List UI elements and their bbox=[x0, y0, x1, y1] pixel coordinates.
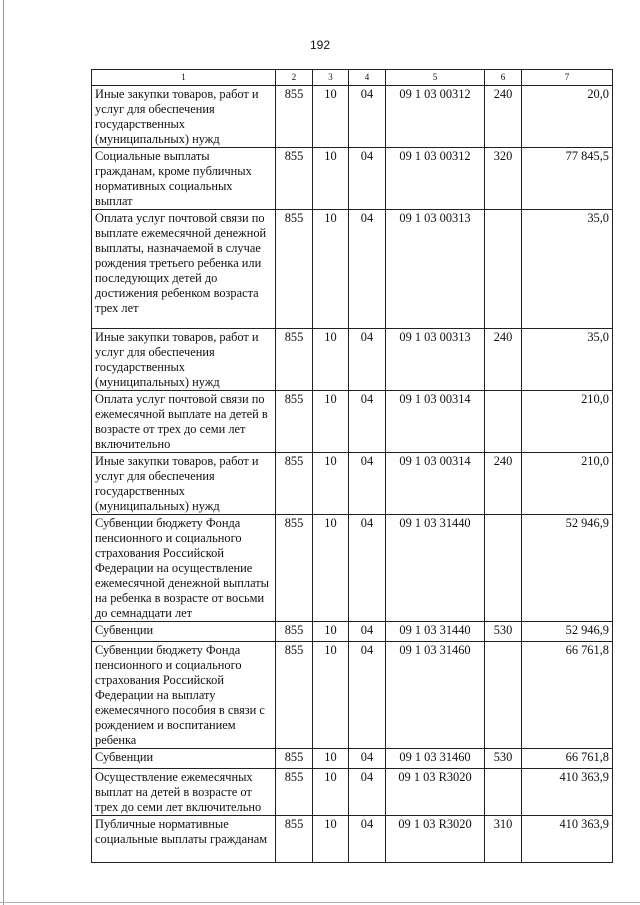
row-code-cell: 855 bbox=[276, 210, 313, 329]
row-type-cell: 310 bbox=[485, 816, 522, 863]
scan-edge-left bbox=[3, 0, 4, 905]
row-code-cell: 855 bbox=[276, 642, 313, 749]
row-name-cell: Субвенции бюджету Фонда пенсионного и социального страхования Российской Федерации на осуществление ежемесячной денежной выплаты на ребенка в возрасте от восьми до семнадцати лет bbox=[92, 515, 276, 622]
row-amount-cell: 410 363,9 bbox=[522, 816, 613, 863]
row-type-cell: 240 bbox=[485, 453, 522, 515]
column-header: 5 bbox=[386, 70, 485, 86]
row-subsection-cell: 04 bbox=[349, 329, 386, 391]
row-type-cell: 530 bbox=[485, 749, 522, 769]
row-type-cell: 530 bbox=[485, 622, 522, 642]
row-name-cell: Субвенции bbox=[92, 622, 276, 642]
table-row bbox=[92, 622, 613, 642]
row-subsection-cell: 04 bbox=[349, 210, 386, 329]
row-amount-cell: 20,0 bbox=[522, 86, 613, 148]
column-header: 2 bbox=[276, 70, 313, 86]
row-amount-cell: 66 761,8 bbox=[522, 642, 613, 749]
table-row bbox=[92, 329, 613, 391]
row-section-cell: 10 bbox=[313, 622, 349, 642]
column-header: 4 bbox=[349, 70, 386, 86]
row-subsection-cell: 04 bbox=[349, 622, 386, 642]
row-type-cell bbox=[485, 769, 522, 816]
table-row bbox=[92, 816, 613, 863]
row-subsection-cell: 04 bbox=[349, 453, 386, 515]
row-code-cell: 855 bbox=[276, 453, 313, 515]
row-name-cell: Публичные нормативные социальные выплаты гражданам bbox=[92, 816, 276, 863]
row-code-cell: 855 bbox=[276, 515, 313, 622]
row-amount-cell: 210,0 bbox=[522, 453, 613, 515]
row-section-cell: 10 bbox=[313, 453, 349, 515]
row-target-cell: 09 1 03 31460 bbox=[386, 642, 485, 749]
row-type-cell bbox=[485, 210, 522, 329]
row-target-cell: 09 1 03 R3020 bbox=[386, 816, 485, 863]
row-section-cell: 10 bbox=[313, 816, 349, 863]
row-subsection-cell: 04 bbox=[349, 769, 386, 816]
row-type-cell: 320 bbox=[485, 148, 522, 210]
row-section-cell: 10 bbox=[313, 210, 349, 329]
row-name-cell: Иные закупки товаров, работ и услуг для обеспечения государственных (муниципальных) нужд bbox=[92, 453, 276, 515]
column-header: 6 bbox=[485, 70, 522, 86]
row-target-cell: 09 1 03 00314 bbox=[386, 391, 485, 453]
row-subsection-cell: 04 bbox=[349, 816, 386, 863]
row-code-cell: 855 bbox=[276, 86, 313, 148]
row-target-cell: 09 1 03 00314 bbox=[386, 453, 485, 515]
row-subsection-cell: 04 bbox=[349, 642, 386, 749]
column-header: 3 bbox=[313, 70, 349, 86]
table-row bbox=[92, 749, 613, 769]
row-target-cell: 09 1 03 00313 bbox=[386, 210, 485, 329]
row-amount-cell: 52 946,9 bbox=[522, 515, 613, 622]
row-section-cell: 10 bbox=[313, 148, 349, 210]
row-subsection-cell: 04 bbox=[349, 391, 386, 453]
table-row bbox=[92, 515, 613, 622]
row-name-cell: Оплата услуг почтовой связи по ежемесячной выплате на детей в возрасте от трех до семи лет включительно bbox=[92, 391, 276, 453]
table-row bbox=[92, 769, 613, 816]
row-section-cell: 10 bbox=[313, 769, 349, 816]
table-row bbox=[92, 642, 613, 749]
row-target-cell: 09 1 03 31440 bbox=[386, 622, 485, 642]
row-amount-cell: 210,0 bbox=[522, 391, 613, 453]
table-row bbox=[92, 86, 613, 148]
row-target-cell: 09 1 03 00312 bbox=[386, 86, 485, 148]
row-name-cell: Субвенции бюджету Фонда пенсионного и социального страхования Российской Федерации на выплату ежемесячного пособия в связи с рождением и воспитанием ребенка bbox=[92, 642, 276, 749]
table-row bbox=[92, 148, 613, 210]
row-target-cell: 09 1 03 31440 bbox=[386, 515, 485, 622]
column-header: 7 bbox=[522, 70, 613, 86]
row-code-cell: 855 bbox=[276, 622, 313, 642]
row-name-cell: Субвенции bbox=[92, 749, 276, 769]
row-section-cell: 10 bbox=[313, 391, 349, 453]
row-subsection-cell: 04 bbox=[349, 148, 386, 210]
row-amount-cell: 35,0 bbox=[522, 329, 613, 391]
page-number: 192 bbox=[309, 38, 331, 52]
row-type-cell: 240 bbox=[485, 86, 522, 148]
row-name-cell: Оплата услуг почтовой связи по выплате ежемесячной денежной выплаты, назначаемой в случае рождения третьего ребенка или последующих детей до достижения ребенком возраста трех лет bbox=[92, 210, 276, 329]
row-amount-cell: 66 761,8 bbox=[522, 749, 613, 769]
row-code-cell: 855 bbox=[276, 391, 313, 453]
row-name-cell: Иные закупки товаров, работ и услуг для обеспечения государственных (муниципальных) нужд bbox=[92, 86, 276, 148]
scan-edge-bottom bbox=[0, 902, 640, 903]
table-body bbox=[92, 86, 613, 863]
table-row bbox=[92, 391, 613, 453]
row-amount-cell: 77 845,5 bbox=[522, 148, 613, 210]
row-type-cell bbox=[485, 515, 522, 622]
row-subsection-cell: 04 bbox=[349, 515, 386, 622]
row-code-cell: 855 bbox=[276, 749, 313, 769]
row-amount-cell: 35,0 bbox=[522, 210, 613, 329]
row-target-cell: 09 1 03 00313 bbox=[386, 329, 485, 391]
budget-table bbox=[91, 69, 613, 863]
row-type-cell bbox=[485, 642, 522, 749]
row-subsection-cell: 04 bbox=[349, 749, 386, 769]
row-amount-cell: 410 363,9 bbox=[522, 769, 613, 816]
row-target-cell: 09 1 03 31460 bbox=[386, 749, 485, 769]
row-amount-cell: 52 946,9 bbox=[522, 622, 613, 642]
row-section-cell: 10 bbox=[313, 86, 349, 148]
row-code-cell: 855 bbox=[276, 816, 313, 863]
row-section-cell: 10 bbox=[313, 329, 349, 391]
row-name-cell: Иные закупки товаров, работ и услуг для обеспечения государственных (муниципальных) нужд bbox=[92, 329, 276, 391]
row-code-cell: 855 bbox=[276, 769, 313, 816]
row-name-cell: Осуществление ежемесячных выплат на детей в возрасте от трех до семи лет включительно bbox=[92, 769, 276, 816]
row-section-cell: 10 bbox=[313, 749, 349, 769]
row-target-cell: 09 1 03 R3020 bbox=[386, 769, 485, 816]
table-row bbox=[92, 210, 613, 329]
column-header: 1 bbox=[92, 70, 276, 86]
row-type-cell bbox=[485, 391, 522, 453]
header-row bbox=[92, 70, 613, 86]
row-section-cell: 10 bbox=[313, 642, 349, 749]
row-section-cell: 10 bbox=[313, 515, 349, 622]
row-code-cell: 855 bbox=[276, 329, 313, 391]
row-code-cell: 855 bbox=[276, 148, 313, 210]
table-row bbox=[92, 453, 613, 515]
row-name-cell: Социальные выплаты гражданам, кроме публичных нормативных социальных выплат bbox=[92, 148, 276, 210]
row-target-cell: 09 1 03 00312 bbox=[386, 148, 485, 210]
row-type-cell: 240 bbox=[485, 329, 522, 391]
row-subsection-cell: 04 bbox=[349, 86, 386, 148]
